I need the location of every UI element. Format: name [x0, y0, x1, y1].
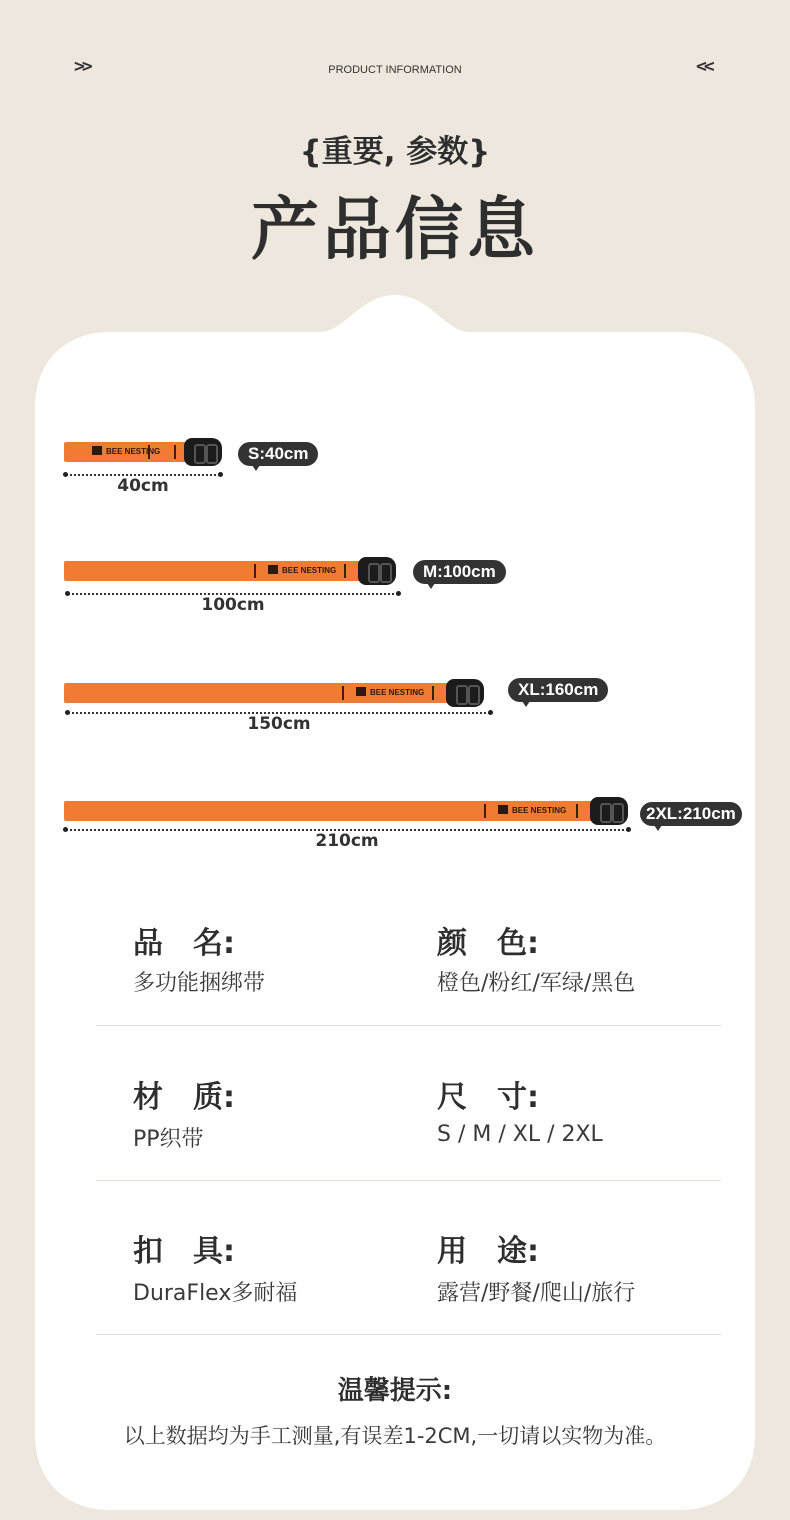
strap-brand-logo	[356, 687, 424, 699]
spec-label-name: 品 名:	[133, 926, 235, 961]
page-subtitle: {重要, 参数}	[299, 134, 491, 170]
buckle-icon	[590, 797, 628, 825]
brand-logo-icon	[356, 687, 366, 696]
buckle-icon	[184, 438, 222, 466]
spec-value-color: 橙色/粉红/军绿/黑色	[437, 971, 636, 996]
strap-brand-text: BEE NESTING	[512, 806, 567, 815]
strap-mark	[254, 564, 256, 578]
size-tag-xl: XL:160cm	[508, 678, 608, 702]
buckle-icon	[358, 557, 396, 585]
divider	[96, 1180, 721, 1181]
strap-mark	[484, 804, 486, 818]
spec-label-material: 材 质:	[133, 1080, 235, 1115]
strap-xl	[64, 683, 486, 703]
size-tag-m: M:100cm	[413, 560, 506, 584]
strap-m	[64, 561, 398, 581]
brand-logo-icon	[92, 446, 102, 455]
double-chevron-left-icon: <<	[696, 56, 712, 77]
strap-s	[64, 442, 224, 462]
double-chevron-right-icon: >>	[74, 56, 90, 77]
strap-mark	[432, 686, 434, 700]
strap-2xl	[64, 801, 630, 821]
spec-value-material: PP织带	[133, 1127, 204, 1152]
dimension-label: 210cm	[315, 831, 379, 851]
spec-value-buckle: DuraFlex多耐福	[133, 1281, 298, 1306]
page-title: 产品信息	[250, 191, 539, 270]
tip-title: 温馨提示:	[337, 1376, 453, 1406]
strap-brand-text: BEE NESTING	[282, 566, 337, 575]
spec-label-size: 尺 寸:	[437, 1080, 539, 1115]
tip-text: 以上数据均为手工测量,有误差1-2CM,一切请以实物为准。	[123, 1424, 667, 1448]
strap-brand-text: BEE NESTING	[370, 688, 425, 697]
spec-value-size: S / M / XL / 2XL	[437, 1122, 603, 1147]
strap-brand-text: BEE NESTING	[106, 447, 161, 456]
strap-mark	[344, 564, 346, 578]
divider	[96, 1334, 721, 1335]
spec-label-buckle: 扣 具:	[133, 1234, 235, 1269]
brand-logo-icon	[268, 565, 278, 574]
buckle-icon	[446, 679, 484, 707]
divider	[96, 1025, 721, 1026]
spec-label-usage: 用 途:	[437, 1234, 539, 1269]
strap-mark	[342, 686, 344, 700]
size-tag-s: S:40cm	[238, 442, 318, 466]
strap-mark	[576, 804, 578, 818]
strap-brand-logo	[498, 805, 566, 817]
spec-label-color: 颜 色:	[437, 926, 539, 961]
strap-brand-logo	[92, 446, 160, 458]
spec-value-name: 多功能捆绑带	[133, 971, 266, 996]
strap-brand-logo	[268, 565, 336, 577]
dimension-label: 40cm	[117, 476, 169, 496]
dimension-label: 100cm	[201, 595, 265, 615]
brand-logo-icon	[498, 805, 508, 814]
strap-mark	[174, 445, 176, 459]
header-label: PRODUCT INFORMATION	[328, 64, 462, 76]
dimension-label: 150cm	[247, 714, 311, 734]
spec-value-usage: 露营/野餐/爬山/旅行	[437, 1281, 636, 1306]
size-tag-2xl: 2XL:210cm	[640, 802, 742, 826]
